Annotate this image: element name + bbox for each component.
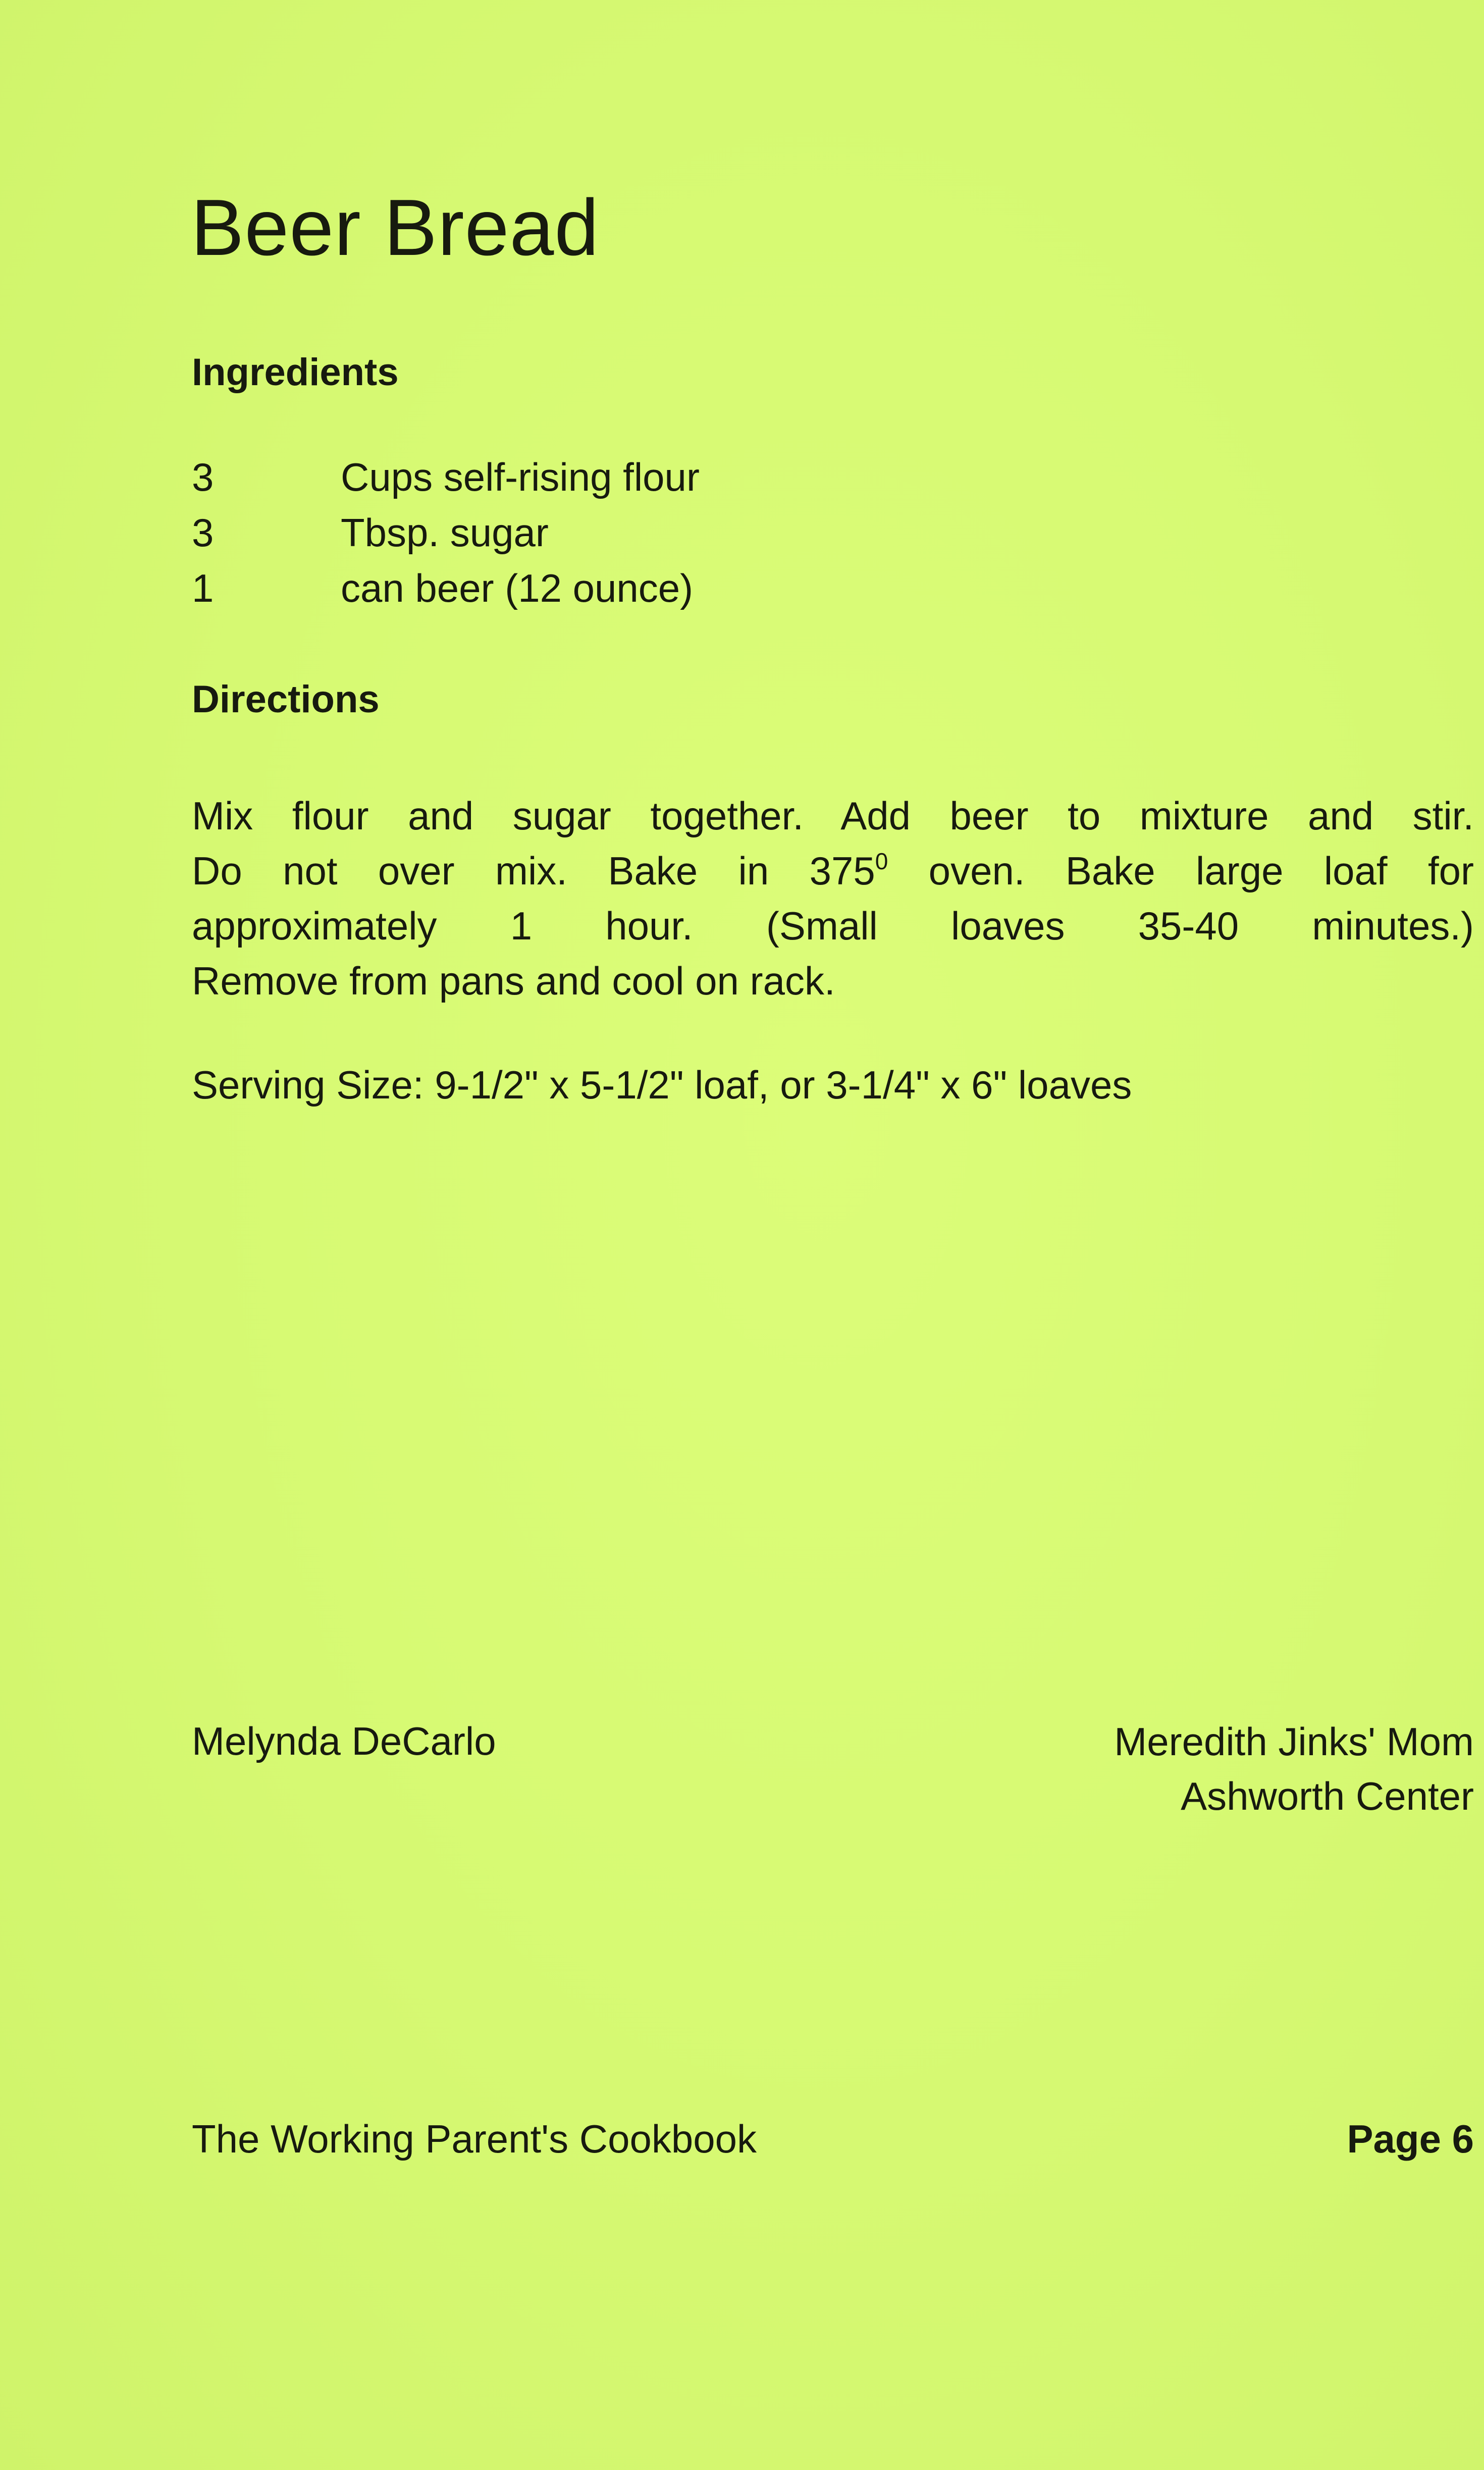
ingredient-quantity: 1 — [192, 566, 214, 610]
recipe-author: Melynda DeCarlo — [192, 1719, 496, 1763]
affiliation-line: Ashworth Center — [1181, 1774, 1474, 1818]
ingredient-text: can beer (12 ounce) — [341, 566, 694, 610]
ingredient-item — [192, 568, 700, 624]
ingredient-quantity: 3 — [192, 455, 214, 499]
ingredient-text: Cups self-rising flour — [341, 455, 700, 499]
directions-line: Mix flour and sugar together. Add beer to mixture and stir. — [192, 794, 1474, 838]
directions-line — [192, 844, 1474, 899]
degree-superscript: 0 — [875, 848, 888, 874]
directions-text-part: Do not over mix. Bake in 375 — [192, 849, 875, 893]
recipe-title: Beer Bread — [191, 183, 600, 272]
author-affiliation — [1114, 1714, 1474, 1823]
page-number: Page 6 — [1347, 2117, 1474, 2161]
ingredients-heading: Ingredients — [192, 351, 399, 394]
affiliation-line: Meredith Jinks' Mom — [1114, 1719, 1474, 1764]
ingredient-item — [192, 510, 700, 568]
directions-line: Remove from pans and cool on rack. — [192, 959, 835, 1003]
directions-line: approximately 1 hour. (Small loaves 35-40 minutes.) — [192, 904, 1474, 948]
directions-paragraph — [192, 789, 1474, 1009]
directions-heading: Directions — [192, 678, 380, 721]
directions-text-part: oven. Bake large loaf for — [888, 849, 1474, 893]
book-title-footer: The Working Parent's Cookbook — [192, 2117, 757, 2161]
serving-size: Serving Size: 9-1/2" x 5-1/2" loaf, or 3-1/4" x 6" loaves — [192, 1063, 1132, 1107]
ingredient-quantity: 3 — [192, 510, 214, 555]
ingredient-item — [192, 457, 700, 513]
ingredient-text: Tbsp. sugar — [341, 510, 549, 555]
ingredient-list — [192, 457, 700, 624]
